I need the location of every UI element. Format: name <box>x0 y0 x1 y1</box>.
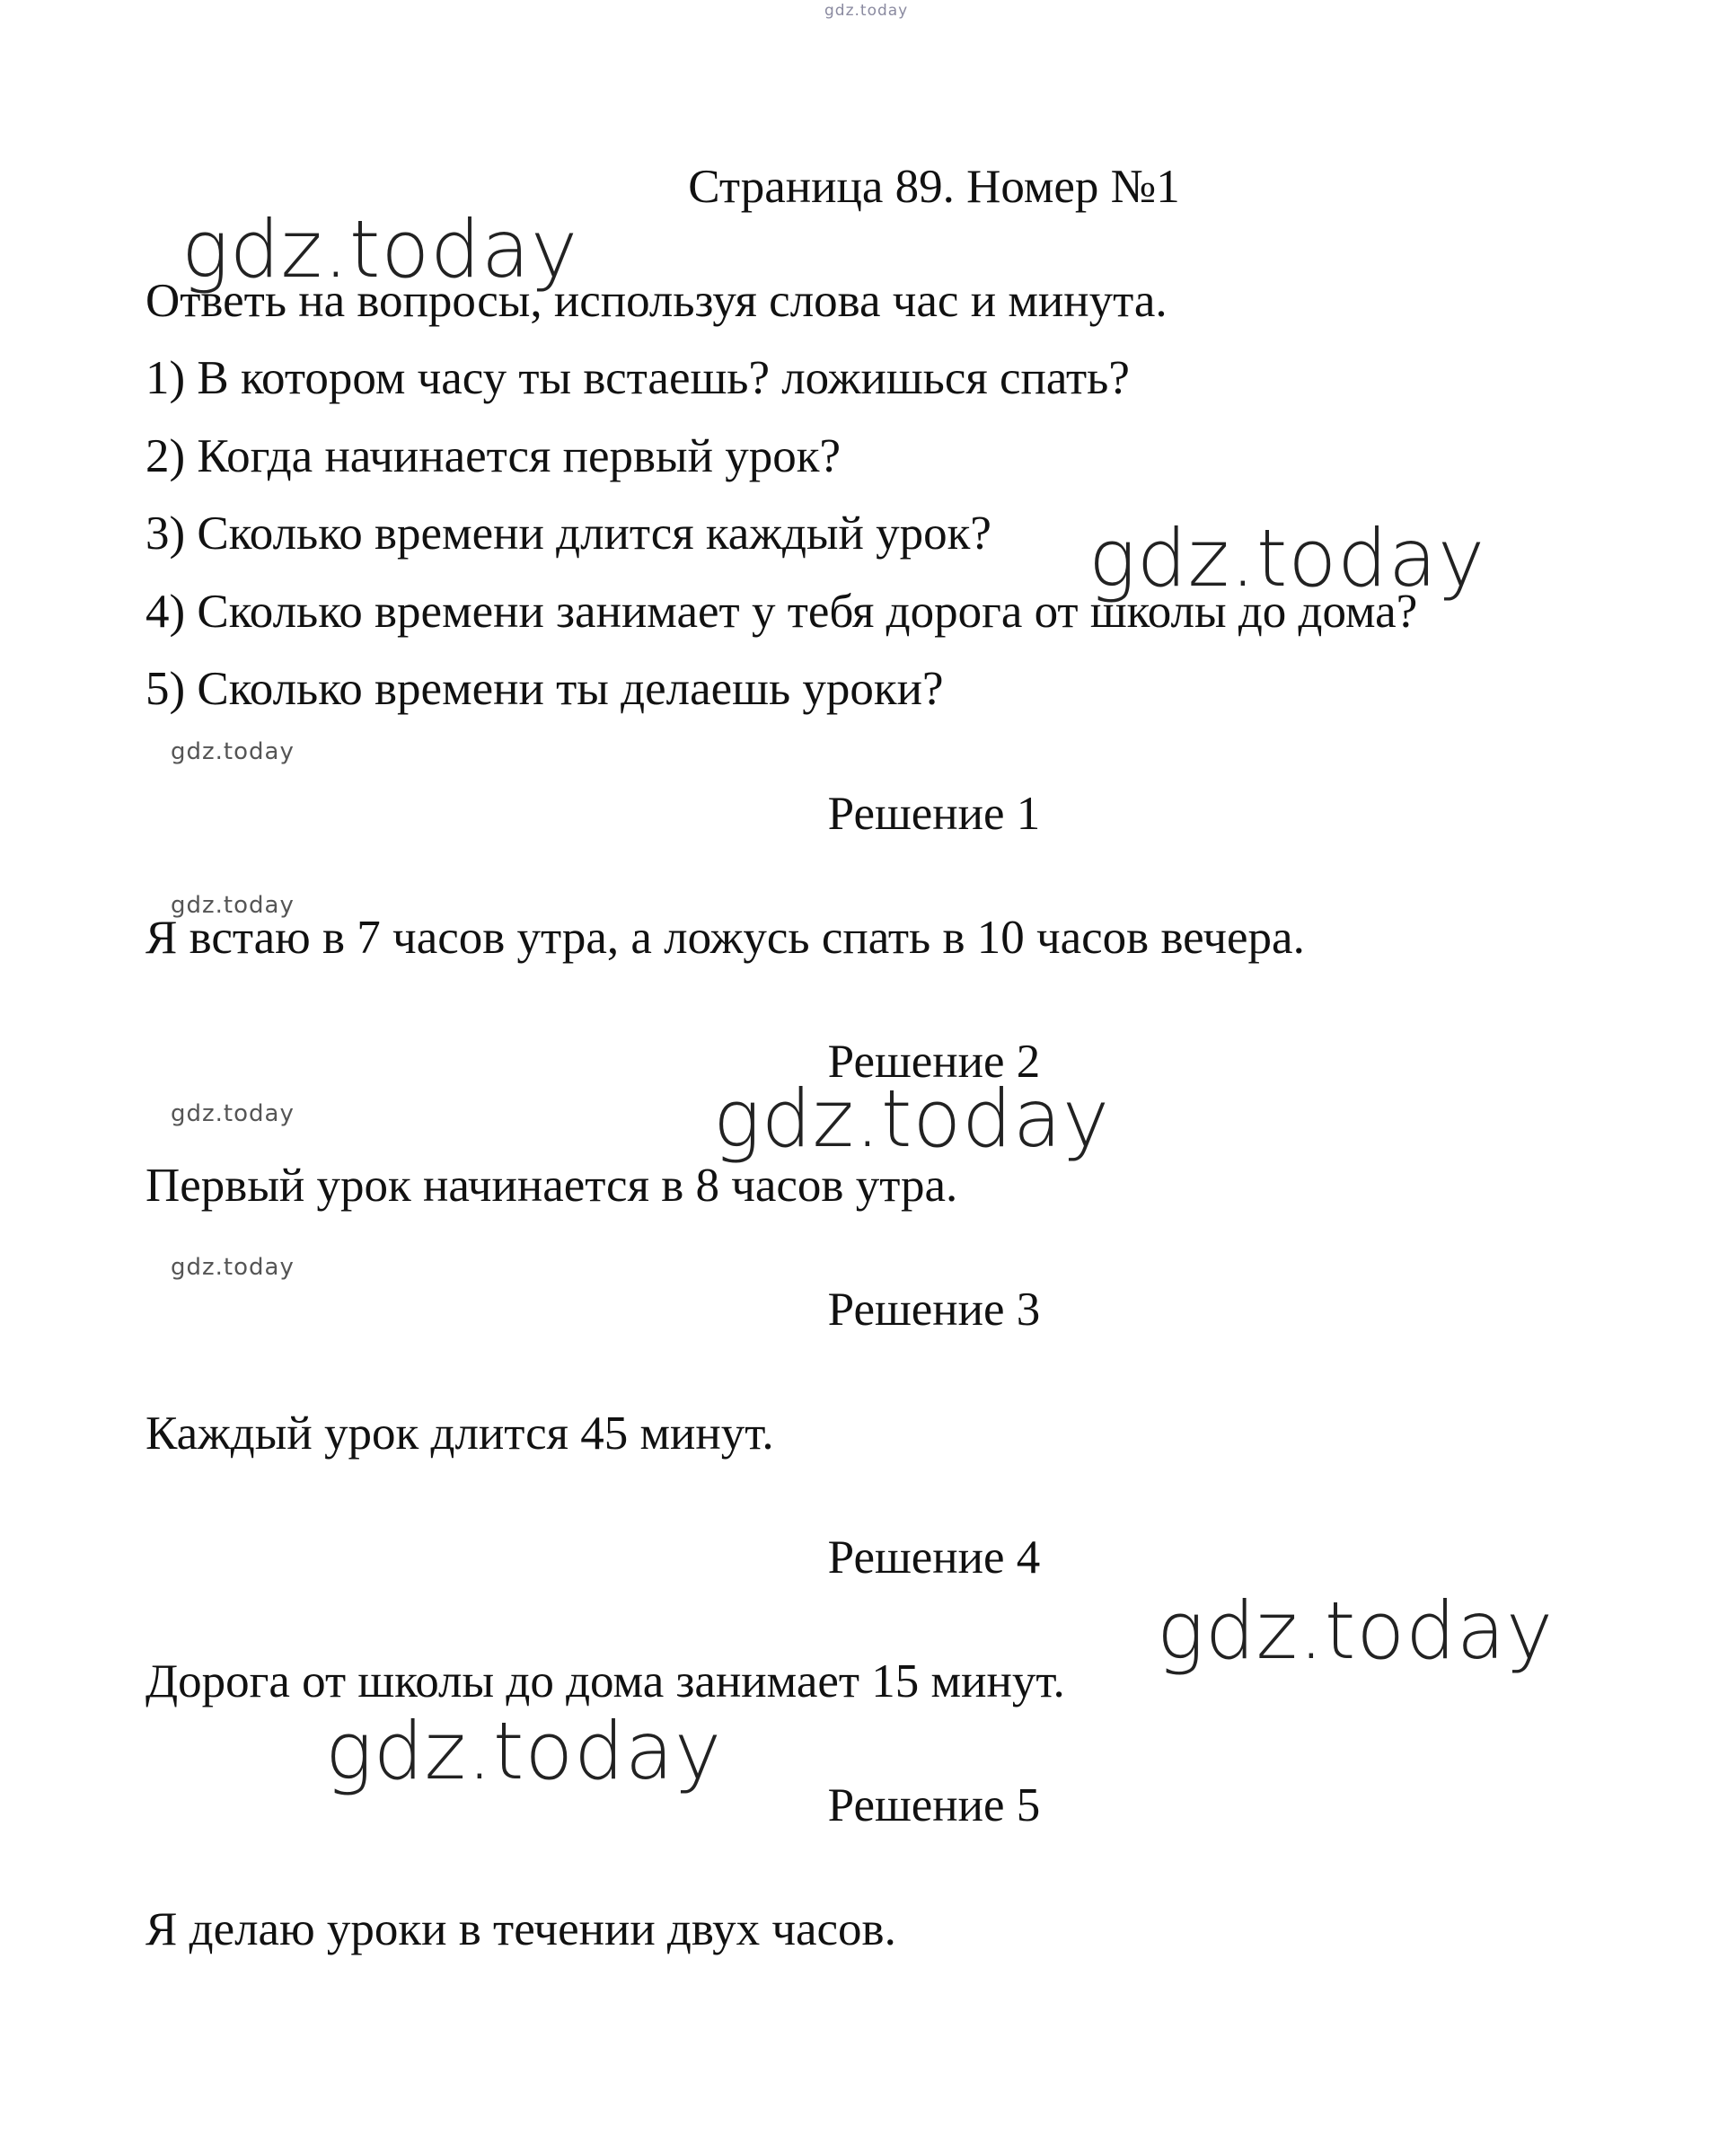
watermark-large: gdz.today <box>325 1705 723 1797</box>
task-prompt: Ответь на вопросы, используя слова час и минута. <box>145 275 1168 327</box>
question-item: 4) Сколько времени занимает у тебя дорога от школы до дома? <box>145 586 1418 638</box>
solution-answer: Каждый урок длится 45 минут. <box>145 1407 774 1460</box>
solution-answer: Первый урок начинается в 8 часов утра. <box>145 1160 958 1212</box>
watermark-small: gdz.today <box>171 892 295 919</box>
watermark-small: gdz.today <box>171 738 295 765</box>
solution-heading: Решение 3 <box>827 1284 1041 1336</box>
solution-answer: Я делаю уроки в течении двух часов. <box>145 1903 896 1955</box>
question-item: 1) В котором часу ты встаешь? ложишься спать? <box>145 352 1130 404</box>
watermark-large: gdz.today <box>713 1072 1111 1165</box>
watermark-large: gdz.today <box>1088 512 1486 604</box>
solution-heading: Решение 2 <box>827 1036 1041 1088</box>
watermark-large: gdz.today <box>181 203 579 296</box>
solution-heading: Решение 5 <box>827 1779 1041 1831</box>
watermark-small: gdz.today <box>171 1100 295 1127</box>
question-item: 2) Когда начинается первый урок? <box>145 430 842 482</box>
question-item: 3) Сколько времени длится каждый урок? <box>145 507 991 560</box>
solution-answer: Дорога от школы до дома занимает 15 минут. <box>145 1655 1065 1707</box>
watermark-top: gdz.today <box>824 2 909 20</box>
page-title: Страница 89. Номер №1 <box>688 161 1180 213</box>
solution-answer: Я встаю в 7 часов утра, а ложусь спать в 10 часов вечера. <box>145 912 1305 964</box>
watermark-large: gdz.today <box>1157 1584 1555 1677</box>
watermark-small: gdz.today <box>171 1254 295 1281</box>
solution-heading: Решение 4 <box>827 1531 1041 1584</box>
question-item: 5) Сколько времени ты делаешь уроки? <box>145 663 944 715</box>
solution-heading: Решение 1 <box>827 788 1041 840</box>
